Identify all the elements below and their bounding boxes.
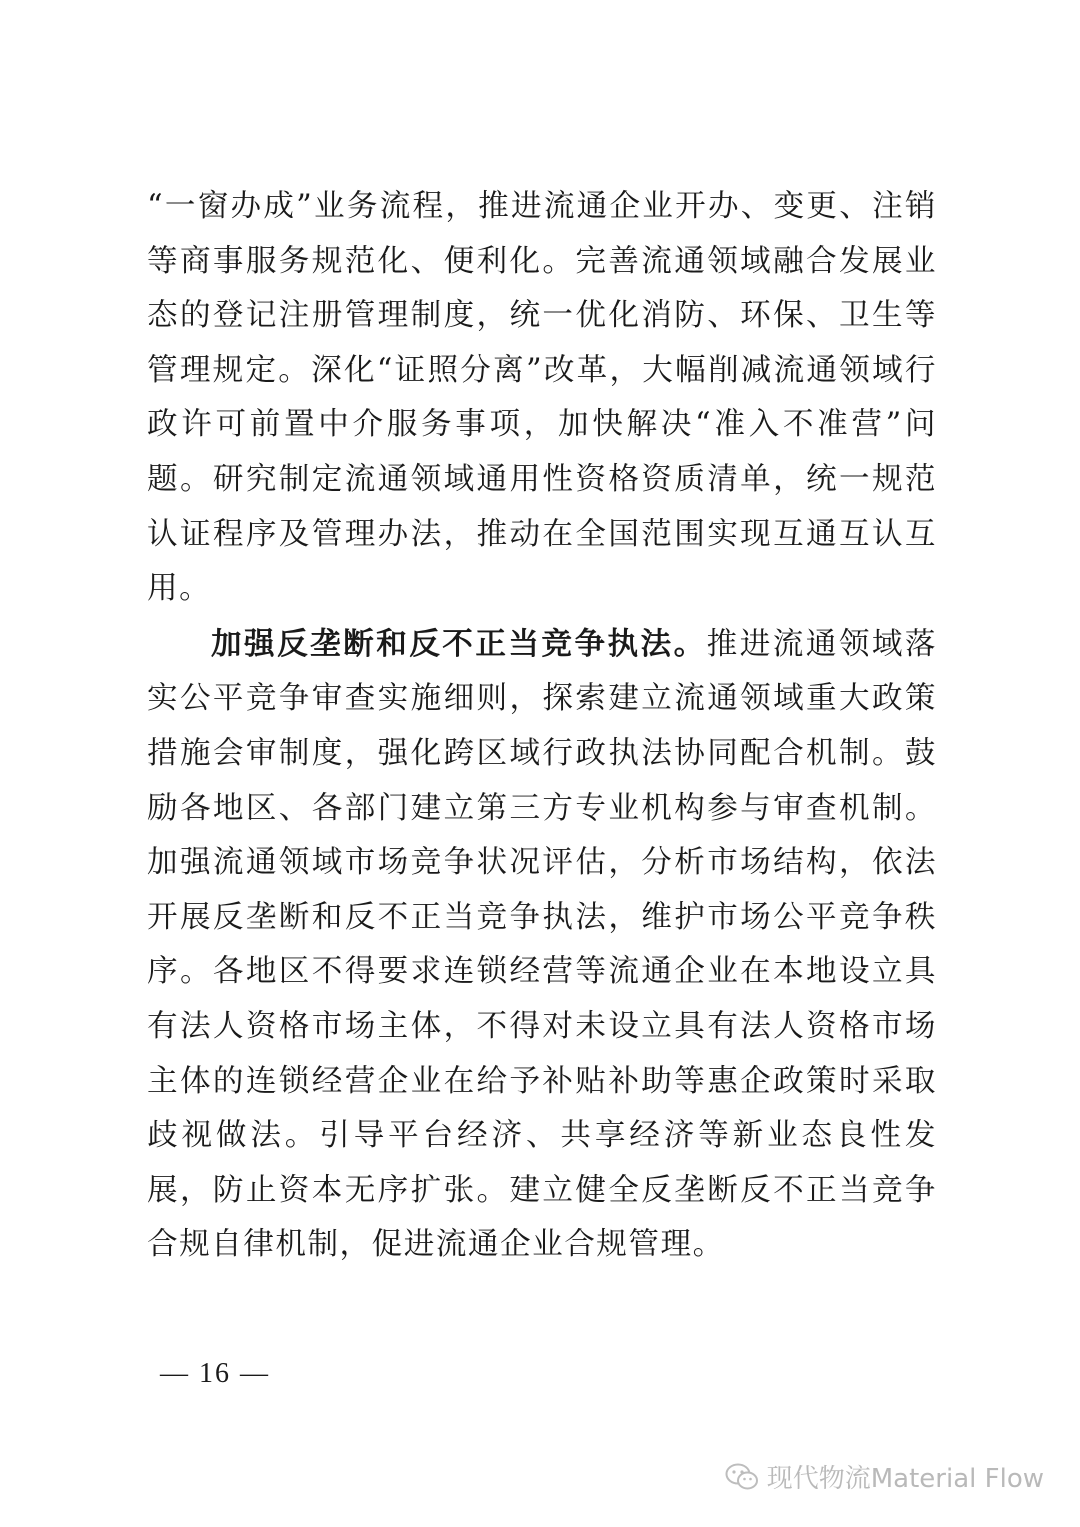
watermark-text: 现代物流Material Flow xyxy=(766,1464,1044,1494)
paragraph-2-text: 推进流通领域落实公平竞争审查实施细则，探索建立流通领域重大政策措施会审制度，强化跨区域行政执法协同配合机制。鼓励各地区、各部门建立第三方专业机构参与审查机制。加强流通领域市场竞争状况评估，分析市场结构，依法开展反垄断和反不正当竞争执法，维护市场公平竞争秩序。各地区不得要求连锁经营等流通企业在本地设立具有法人资格市场主体，不得对未设立具有法人资格市场主体的连锁经营企业在给予补贴补助等惠企政策时采取歧视做法。引导平台经济、共享经济等新业态良性发展，防止资本无序扩张。建立健全反垄断反不正当竞争合规自律机制，促进流通企业合规管理。 xyxy=(147,626,938,1263)
wechat-icon xyxy=(725,1463,759,1491)
paragraph-1 xyxy=(147,180,937,617)
paragraph-1-text: “一窗办成”业务流程，推进流通企业开办、变更、注销等商事服务规范化、便利化。完善流通领域融合发展业态的登记注册管理制度，统一优化消防、环保、卫生等管理规定。深化“证照分离”改革，大幅削减流通领域行政许可前置中介服务事项，加快解决“准入不准营”问题。研究制定流通领域通用性资格资质清单，统一规范认证程序及管理办法，推动在全国范围实现互通互认互用。 xyxy=(147,189,937,607)
paragraph-2-heading: 加强反垄断和反不正当竞争执法。 xyxy=(211,625,707,662)
document-body xyxy=(147,180,937,1273)
watermark xyxy=(725,1458,1044,1495)
page-number: — 16 — xyxy=(160,1358,270,1389)
paragraph-2 xyxy=(147,617,937,1273)
